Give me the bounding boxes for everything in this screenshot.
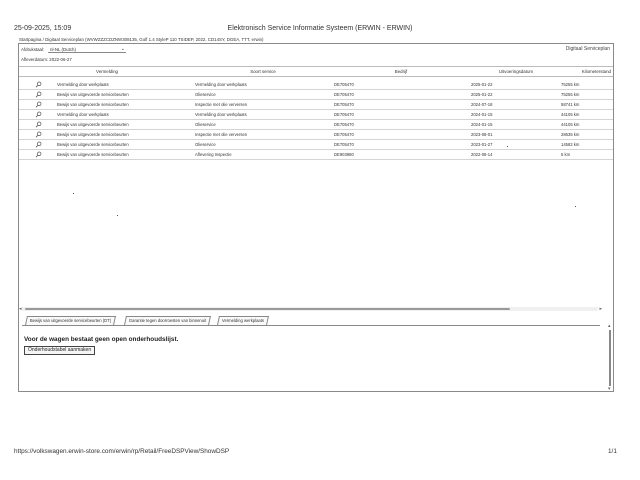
tab-label: Bewijs van uitgevoerde servicebeurten (DT): [29, 318, 112, 323]
table-row[interactable]: [19, 80, 613, 90]
table-row[interactable]: [19, 100, 613, 110]
filter-row: [19, 44, 613, 55]
cell-kilometerstand: 75255 km: [561, 82, 580, 87]
cell-vermelding: Vermelding door werkplaats: [57, 112, 109, 117]
cell-kilometerstand: 58741 km: [561, 102, 580, 107]
cell-soort-service: Aflevering Inspectie: [195, 152, 232, 157]
scan-speck: [507, 146, 508, 147]
breadcrumb[interactable]: Startpagina / Digitaal Serviceplan (WVWZZZCDZNW308135, Golf 1.4 StyleP 110 TSIDEP, 2022, CD14SY, DGEA, TTT, erwin): [19, 37, 264, 42]
column-header-vermelding[interactable]: Vermelding: [96, 69, 118, 74]
magnifier-icon[interactable]: [35, 141, 42, 148]
scroll-right-icon[interactable]: ▸: [599, 306, 602, 312]
cell-bedrijf: DE705470: [334, 92, 354, 97]
cell-uitvoeringsdatum: 2024-07-18: [471, 102, 493, 107]
cell-uitvoeringsdatum: 2025-01-22: [471, 92, 493, 97]
print-datetime: 25-09-2025, 15:09: [14, 25, 72, 32]
cell-uitvoeringsdatum: 2023-08-01: [471, 132, 493, 137]
table-row[interactable]: [19, 150, 613, 160]
cell-bedrijf: DE705470: [334, 122, 354, 127]
cell-uitvoeringsdatum: 2023-01-27: [471, 142, 493, 147]
cell-soort-service: Inspectie met olie verversen: [195, 102, 248, 107]
cell-soort-service: Olieservice: [195, 122, 216, 127]
cell-uitvoeringsdatum: 2022-06-14: [471, 152, 493, 157]
table-row[interactable]: [19, 120, 613, 130]
magnifier-icon[interactable]: [35, 101, 42, 108]
tab-rust-warranty[interactable]: [124, 316, 211, 325]
cell-soort-service: Olieservice: [195, 142, 216, 147]
vertical-scrollbar[interactable]: [607, 324, 613, 390]
scroll-up-icon[interactable]: ▴: [608, 323, 611, 329]
create-maintenance-table-button[interactable]: Onderhoudstabel aanmaken: [24, 346, 95, 355]
cell-vermelding: Bewijs van uitgevoerde servicebeurten: [57, 132, 129, 137]
magnifier-icon[interactable]: [35, 81, 42, 88]
scroll-down-icon[interactable]: ▾: [608, 386, 611, 392]
tab-label: Garantie tegen doorroesten van binnenuit: [128, 318, 207, 323]
scroll-left-icon[interactable]: ◂: [19, 306, 22, 312]
cell-bedrijf: DE705470: [334, 102, 354, 107]
print-language-value: nl-NL (Dutch): [50, 47, 76, 52]
magnifier-icon[interactable]: [35, 121, 42, 128]
page-number: 1/1: [608, 448, 617, 455]
magnifier-icon[interactable]: [35, 111, 42, 118]
table-row[interactable]: [19, 90, 613, 100]
column-header-bedrijf[interactable]: Bedrijf: [394, 69, 408, 74]
service-plan-panel: [18, 43, 614, 392]
scrollbar-thumb[interactable]: [25, 308, 510, 310]
magnifier-icon[interactable]: [35, 91, 42, 98]
cell-bedrijf: DE705470: [334, 82, 354, 87]
cell-kilometerstand: 44105 km: [561, 122, 580, 127]
cell-vermelding: Vermelding door werkplaats: [57, 82, 109, 87]
cell-bedrijf: DE705470: [334, 112, 354, 117]
no-open-maintenance-message: Voor de wagen bestaat geen open onderhoudslijst.: [24, 336, 179, 343]
delivery-date: Afleverdatum: 2022-06-27: [21, 57, 72, 62]
cell-uitvoeringsdatum: 2024-01-15: [471, 112, 493, 117]
table-row[interactable]: [19, 140, 613, 150]
print-language-select[interactable]: [48, 46, 126, 53]
magnifier-icon[interactable]: [35, 151, 42, 158]
table-header: [19, 66, 613, 77]
cell-uitvoeringsdatum: 2025-01-22: [471, 82, 493, 87]
cell-kilometerstand: 44105 km: [561, 112, 580, 117]
tab-proof-of-service[interactable]: [25, 316, 116, 325]
cell-kilometerstand: 14582 km: [561, 142, 580, 147]
column-header-uitvoeringsdatum[interactable]: Uitvoeringsdatum: [498, 69, 534, 74]
cell-vermelding: Bewijs van uitgevoerde servicebeurten: [57, 142, 129, 147]
horizontal-scrollbar[interactable]: [19, 306, 602, 312]
cell-kilometerstand: 5 km: [561, 152, 571, 157]
scan-speck: [575, 206, 576, 207]
scan-speck: [73, 193, 74, 194]
cell-kilometerstand: 75255 km: [561, 92, 580, 97]
cell-soort-service: Vermelding door werkplaats: [195, 112, 247, 117]
cell-vermelding: Bewijs van uitgevoerde servicebeurten: [57, 102, 129, 107]
print-language-label: Afdrukstaal:: [21, 47, 45, 52]
column-header-kilometerstand[interactable]: Kilometerstand: [581, 69, 611, 74]
tab-divider: [22, 325, 600, 326]
cell-bedrijf: DE705470: [334, 142, 354, 147]
cell-vermelding: Bewijs van uitgevoerde servicebeurten: [57, 122, 129, 127]
cell-kilometerstand: 28635 km: [561, 132, 580, 137]
magnifier-icon[interactable]: [35, 131, 42, 138]
cell-bedrijf: DE705470: [334, 132, 354, 137]
page-title: Elektronisch Service Informatie Systeem (ERWIN - ERWIN): [227, 25, 413, 32]
cell-vermelding: Bewijs van uitgevoerde servicebeurten: [57, 92, 129, 97]
scan-speck: [117, 215, 118, 216]
column-header-soort-service[interactable]: Soort service: [250, 69, 276, 74]
scrollbar-thumb[interactable]: [609, 330, 611, 386]
cell-uitvoeringsdatum: 2024-01-15: [471, 122, 493, 127]
cell-soort-service: Inspectie met olie verversen: [195, 132, 248, 137]
cell-bedrijf: DE903980: [334, 152, 354, 157]
table-row[interactable]: [19, 110, 613, 120]
panel-title: Digitaal Serviceplan: [565, 46, 610, 52]
cell-soort-service: Olieservice: [195, 92, 216, 97]
cell-soort-service: Vermelding door werkplaats: [195, 82, 247, 87]
table-row[interactable]: [19, 130, 613, 140]
tab-workshop-entry[interactable]: [217, 316, 269, 325]
tab-label: Vermelding werkplaats: [221, 318, 265, 323]
print-url: https://volkswagen.erwin-store.com/erwin/rp/Retail/FreeDSPView/ShowDSP: [14, 448, 230, 455]
cell-vermelding: Bewijs van uitgevoerde servicebeurten: [57, 152, 129, 157]
chevron-down-icon: ⌄: [120, 46, 125, 52]
